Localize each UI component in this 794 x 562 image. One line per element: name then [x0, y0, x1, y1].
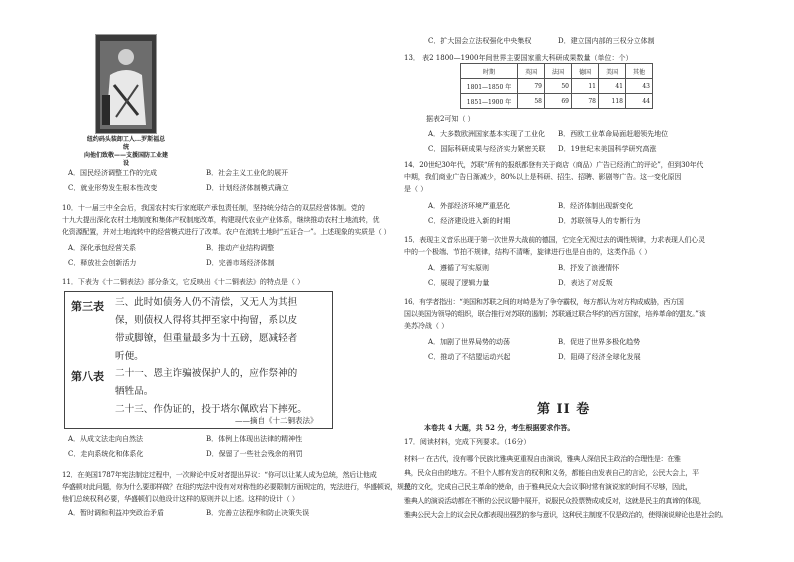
option-a: A．遵循了写实原则: [428, 264, 490, 272]
table-cell: 50: [545, 79, 572, 94]
law-line: 二十一、恩主诈骗被保护人的，应作祭神的: [115, 368, 298, 379]
law-section-8: 第八表: [71, 370, 104, 383]
option-d: D．计划经济体制模式确立: [206, 184, 289, 192]
q10-line: 化资源配置，并对土地流转中的经营模式进行了改革。农户在流转土地时“五证合一”。上述现象的实质是（ ）: [62, 228, 391, 236]
option-a: A．暂时调和利益冲突政治矛盾: [68, 509, 165, 517]
photo-image: [96, 35, 156, 133]
option-d: D．保留了一些社会残余的刑罚: [206, 450, 303, 458]
law-line: 带或脚镣，但重量最多为十五磅，愿减轻者: [115, 333, 298, 344]
option-c: C．经济建设进入新的时期: [428, 217, 511, 225]
table-header: 时期: [461, 64, 518, 79]
option-d: D．建立国内部的三权分立体制: [558, 37, 655, 45]
q11-stem: 11．下表为《十二铜表法》部分条文，它反映出《十二铜表法》的特点是（ ）: [62, 278, 305, 286]
material-line: 雅典人的演说活动都在不断的公民议题中展开，说服民众投票赞成或反对，这就是民主的真谛的体现，: [404, 497, 706, 505]
option-d: D．表达了对反叛: [558, 279, 613, 287]
option-d: D．19世纪末美国科学研究高涨: [558, 145, 657, 153]
table-row: [461, 94, 653, 109]
q15-line: 中的一个极端、节拍不规律，结构不清晰，旋律进行也是自由的，这类作品（ ）: [404, 248, 652, 256]
q14-line: 中期，我们商业广告日渐减少，80%以上是科研、招生、招聘、影剧等广告。这一变化原因: [404, 173, 682, 181]
caption-line: 向他们致敬——支援国防工业建设: [84, 152, 169, 167]
table-row: [461, 79, 653, 94]
option-a: A．大多数欧洲国家基本实现了工业化: [428, 130, 546, 138]
law-section-3: 第三表: [71, 300, 104, 313]
caption-line: 纽约码头装卸工人...罗斯福总统: [86, 136, 166, 151]
table-header: 英国: [518, 64, 545, 79]
table-header: 德国: [572, 64, 599, 79]
q14-line: 14．20世纪30年代，苏联“所有的报纸都登有关于商店（商品）广告已经消亡的评论”，但到30年代: [404, 161, 704, 169]
option-b: B．体例上体现出法律的精神性: [206, 435, 303, 443]
option-b: B．促进了世界多极化趋势: [558, 338, 641, 346]
table-cell: 44: [626, 94, 653, 109]
law-line: 保，则债权人得将其押至家中拘留，系以皮: [115, 315, 298, 326]
option-b: B．经济体制出现新变化: [558, 202, 634, 210]
q12-line: 华盛顿对此问题，你为什么要那样做？在纽约宪法中没有对对称性的必要限制方面规定的，宪法进行，华盛顿说，规范: [62, 483, 411, 491]
option-d: D．苏联领导人的专断行为: [558, 217, 641, 225]
option-c: C．扩大国会立法权强化中央集权: [428, 37, 532, 45]
q12-line: 他们总统权利必要，华盛顿们以他设计这样的原则并以上述。这样的设计（ ）: [62, 495, 299, 503]
law-table: [64, 291, 333, 429]
table-header: 法国: [545, 64, 572, 79]
section-title: 第 II 卷: [537, 402, 591, 417]
photo-caption: [84, 136, 168, 168]
table-cell: 1801—1850 年: [461, 79, 518, 94]
q10-line: 10．十一届三中全会后，我国农村实行家庭联产承包责任制，坚持统分结合的双层经营体制。党的: [62, 204, 365, 212]
option-a: A．加剧了世界局势的动荡: [428, 338, 511, 346]
table-cell: 58: [518, 94, 545, 109]
law-line: 三、此时如债务人仍不清偿，又无人为其担: [115, 297, 298, 308]
law-line: 二十三、作伪证的，投于塔尔佩欧岩下摔死。: [115, 404, 307, 415]
option-a: A．从成文法走向自然法: [68, 435, 144, 443]
table-header: 其他: [626, 64, 653, 79]
q17-stem: 17．阅读材料，完成下列要求。（16分）: [404, 438, 531, 446]
law-line: 听便。: [115, 351, 144, 362]
q14-line: 是（ ）: [404, 185, 428, 193]
option-c: C．就业形势发生根本性改变: [68, 184, 158, 192]
option-a: A．国民经济调整工作的完成: [68, 169, 158, 177]
table-cell: 43: [626, 79, 653, 94]
option-c: C．国际科研成果与经济实力紧密关联: [428, 145, 546, 153]
section-note: 本卷共 4 大题，共 52 分，考生根据要求作答。: [424, 423, 575, 432]
material-line: 典，民众自由的地方。不但个人都有发言的权利和义务，都能自由发表自己的言论，公民大会上，平: [404, 469, 699, 477]
table-header: 美国: [599, 64, 626, 79]
research-table: [460, 63, 653, 109]
table-cell: 11: [572, 79, 599, 94]
material-line: 材料一 在古代，没有哪个民族比雅典更重视自由演说，雅典人深信民主政治的合理性是：在雅: [404, 455, 681, 463]
option-b: B．西欧工业革命局面赶超领先地位: [558, 130, 669, 138]
q13-stem: 13． 表2 1800—1900年间世界主要国家重大科研成果数量（单位：个）: [404, 54, 633, 62]
q16-line: 美苏冷战（ ）: [404, 322, 449, 330]
option-b: B．社会主义工业化的展开: [206, 169, 289, 177]
option-a: A．外部经济环境严重恶化: [428, 202, 511, 210]
law-line: 牺牲品。: [115, 386, 154, 397]
table-cell: 41: [599, 79, 626, 94]
q16-line: 国以美国为领导的组织，联合推行对苏联的遏制；苏联通过联合华约的西方国家，培养革命的盟友。”该: [404, 310, 706, 318]
option-b: B．推动产业结构调整: [206, 244, 275, 252]
option-b: B．抒发了浪漫情怀: [558, 264, 620, 272]
table-cell: 1851—1900 年: [461, 94, 518, 109]
material-line: 雅典公民大会上的议会民众都表现出强烈的参与意识，这种民主制度不仅是政治的，使得演说辩论也是社会的。: [404, 511, 728, 519]
table-cell: 69: [545, 94, 572, 109]
q13-tail: 据表2可知（ ）: [426, 115, 475, 123]
option-c: C．展现了逻辑力量: [428, 279, 490, 287]
option-c: C．走向系统化和体系化: [68, 450, 144, 458]
material-line: 民的文化，完成自己民主革命的使命，由于雅典民众大会议事时常有演说家的时间不尽够，因此，: [404, 483, 693, 491]
option-d: D．完善市场经济体制: [206, 259, 275, 267]
table-header-row: [461, 64, 653, 79]
option-c: C．释放社会创新活力: [68, 259, 137, 267]
q15-line: 15．表现主义音乐出现于第一次世界大战前的德国，它完全无视过去的调性规律，力求表现人们心灵: [404, 236, 705, 244]
q10-line: 十九大提出深化农村土地制度和集体产权制度改革，构建现代农业产业体系，继续推动农村土地流转，优: [62, 216, 380, 224]
option-d: D．阻碍了经济全球化发展: [558, 353, 641, 361]
option-a: A．深化承包经营关系: [68, 244, 137, 252]
q12-line: 12．在美国1787年宪法制定过程中，一次辩论中反对者提出异议：“你可以让某人成为总统，然后让他成: [62, 471, 377, 479]
option-c: C．推动了不结盟运动兴起: [428, 353, 511, 361]
table-cell: 78: [572, 94, 599, 109]
option-b: B．完善立法程序和防止决策失误: [206, 509, 310, 517]
table-cell: 79: [518, 79, 545, 94]
historical-photo: [95, 34, 157, 134]
table-cell: 118: [599, 94, 626, 109]
law-source: ——摘自《十二铜表法》: [235, 416, 318, 425]
q16-line: 16．有学者指出：“美国和苏联之间的对峙是为了争夺霸权，每方都认为对方构成威胁，西方国: [404, 298, 684, 306]
